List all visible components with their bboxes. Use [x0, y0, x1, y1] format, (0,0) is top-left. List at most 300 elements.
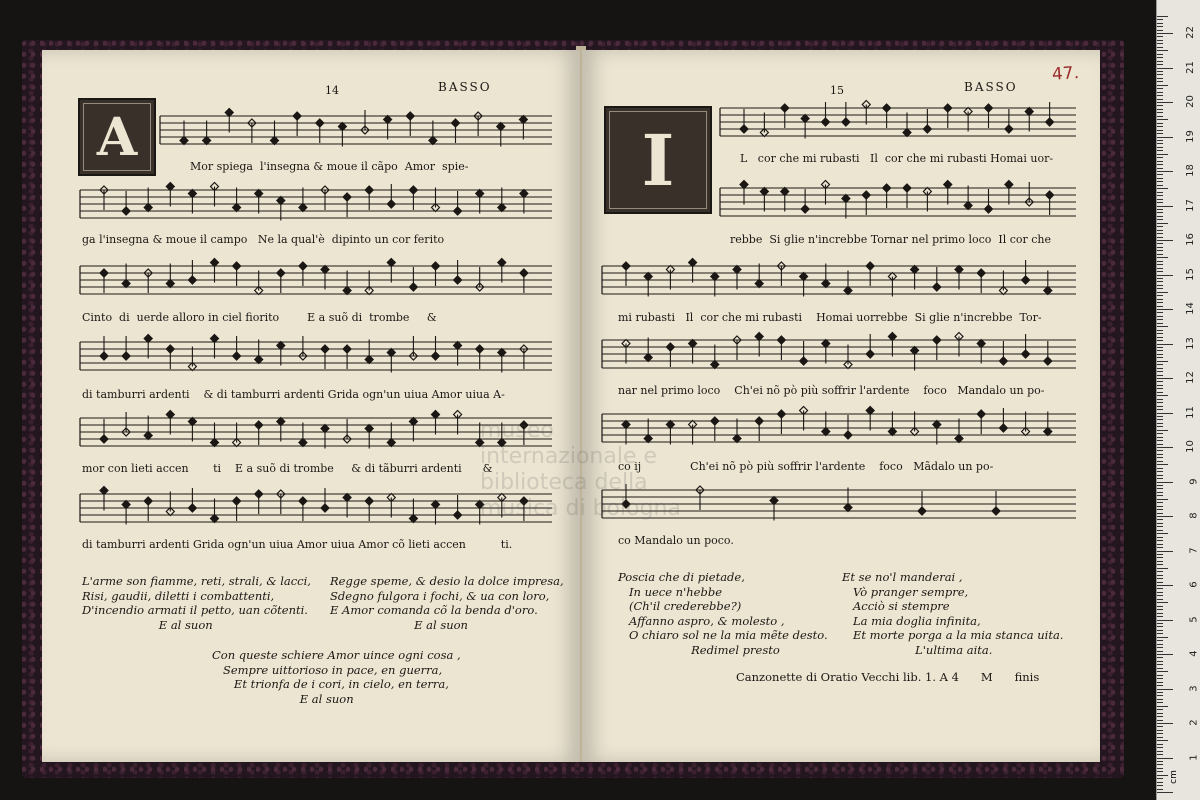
music-note [800, 341, 808, 365]
ruler-label: 17 [1185, 198, 1197, 212]
ruler-tick [1157, 547, 1163, 548]
music-note [666, 343, 674, 367]
lyric-line: Cinto di uerde alloro in ciel fiorito E a suõ di trombe & [82, 311, 437, 324]
ruler-tick [1157, 595, 1163, 596]
ruler-tick [1157, 571, 1163, 572]
ruler-tick [1157, 457, 1163, 458]
ruler-tick [1157, 361, 1168, 362]
ruler-label: 8 [1188, 512, 1200, 519]
music-note [387, 423, 395, 447]
music-note [454, 191, 462, 215]
ruler-tick [1157, 330, 1163, 331]
ruler-tick [1157, 551, 1173, 552]
music-note [432, 411, 440, 435]
music-note [166, 411, 174, 435]
ruler-tick [1157, 423, 1163, 424]
decorated-initial-a: A [78, 98, 156, 176]
ruler-tick [1157, 775, 1168, 776]
ruler-label: 11 [1185, 405, 1197, 419]
ruler-tick [1157, 347, 1163, 348]
verse-stanza: L'arme son fiamme, reti, strali, & lacci, Risi, gaudii, diletti i combattenti, D'incendio armati il petto, uan cõtenti. E al suon [82, 574, 311, 632]
music-note [188, 488, 196, 512]
ruler-tick [1157, 264, 1163, 265]
ruler-tick [1157, 326, 1168, 327]
ruler-tick [1157, 168, 1163, 169]
ruler-tick [1157, 309, 1173, 310]
music-note [1046, 191, 1054, 215]
ruler-tick [1157, 285, 1163, 286]
music-note [520, 190, 528, 214]
music-note [888, 412, 896, 436]
music-note [225, 109, 233, 133]
ruler-tick [1157, 212, 1163, 213]
lyric-line: L cor che mi rubasti Il cor che mi rubasti Homai uor- [740, 152, 1054, 165]
music-note [299, 188, 307, 212]
ruler-tick [1157, 123, 1163, 124]
music-note [211, 183, 219, 207]
ruler-tick [1157, 419, 1163, 420]
ruler-tick [1157, 74, 1163, 75]
music-note [923, 109, 931, 133]
lyric-line: ga l'insegna & moue il campo Ne la qual'è dipinto un cor ferito [82, 233, 445, 246]
music-note [384, 116, 392, 140]
music-note [888, 333, 896, 357]
ruler-tick [1157, 243, 1163, 244]
music-note [409, 499, 417, 523]
music-note [498, 349, 506, 373]
ruler-tick [1157, 464, 1168, 465]
ruler-tick [1157, 378, 1173, 379]
ruler-tick [1157, 337, 1163, 338]
ruler-tick [1157, 143, 1163, 144]
ruler-tick [1157, 171, 1173, 172]
ruler-tick [1157, 354, 1163, 355]
music-note [299, 262, 307, 286]
music-note [1044, 412, 1052, 436]
ruler-tick [1157, 350, 1163, 351]
music-note [844, 345, 852, 369]
ruler-tick [1157, 620, 1173, 621]
ruler-tick [1157, 268, 1163, 269]
music-note [622, 340, 630, 364]
ruler-tick [1157, 371, 1163, 372]
ruler-tick [1157, 81, 1163, 82]
ruler-tick [1157, 392, 1163, 393]
ruler-label: 14 [1185, 302, 1197, 315]
ruler-tick [1157, 540, 1163, 541]
music-note [770, 497, 778, 521]
ruler-tick [1157, 440, 1163, 441]
lyric-line: mor con lieti accen ti E a suõ di trombe & di tãburri ardenti & [82, 462, 493, 475]
ruler-tick [1157, 147, 1163, 148]
ruler-tick [1157, 399, 1163, 400]
music-note [883, 104, 891, 128]
ruler-tick [1157, 523, 1163, 524]
ruler-tick [1157, 95, 1163, 96]
music-note [255, 421, 263, 445]
music-note [343, 193, 351, 217]
ruler-tick [1157, 288, 1163, 289]
music-note [476, 190, 484, 214]
music-note [277, 418, 285, 442]
music-note [277, 269, 285, 293]
music-note [733, 266, 741, 290]
music-note [498, 188, 506, 212]
music-note [211, 335, 219, 359]
music-note [755, 417, 763, 441]
ruler-label: 19 [1185, 129, 1197, 143]
music-note [800, 273, 808, 297]
ruler-tick [1157, 754, 1163, 755]
ruler-tick [1157, 644, 1163, 645]
ruler-tick [1157, 26, 1163, 27]
music-note [955, 333, 963, 357]
music-note [1022, 260, 1030, 284]
music-note [903, 184, 911, 208]
ruler-tick [1157, 47, 1163, 48]
ruler-tick [1157, 319, 1163, 320]
lyric-line: rebbe Si glie n'increbbe Tornar nel primo loco Il cor che [730, 233, 1052, 246]
ruler-tick [1157, 764, 1163, 765]
music-note [911, 347, 919, 371]
music-note [144, 497, 152, 521]
ruler-tick [1157, 778, 1163, 779]
music-note [689, 340, 697, 364]
left-page [42, 50, 580, 762]
music-note [733, 419, 741, 443]
ruler-tick [1157, 195, 1163, 196]
ruler-tick [1157, 364, 1163, 365]
ruler-tick [1157, 609, 1163, 610]
ruler-tick [1157, 275, 1173, 276]
ruler-tick [1157, 226, 1163, 227]
ruler-label: 12 [1185, 371, 1197, 384]
ruler-tick [1157, 206, 1173, 207]
ruler-tick [1157, 582, 1163, 583]
music-note [862, 101, 870, 125]
music-note [1022, 334, 1030, 358]
music-note [711, 345, 719, 369]
music-note [432, 262, 440, 286]
music-note [429, 121, 437, 145]
music-note [343, 494, 351, 518]
ruler-label: 2 [1188, 719, 1200, 726]
ruler-tick [1157, 185, 1163, 186]
music-note [144, 416, 152, 440]
ruler-tick [1157, 57, 1163, 58]
ruler-tick [1157, 126, 1163, 127]
music-note [211, 499, 219, 523]
ruler-tick [1157, 395, 1168, 396]
music-note [166, 183, 174, 207]
ruler-tick [1157, 740, 1168, 741]
ruler-tick [1157, 413, 1173, 414]
ruler-tick [1157, 78, 1163, 79]
ruler-tick [1157, 312, 1163, 313]
ruler-tick [1157, 299, 1163, 300]
ruler-tick [1157, 154, 1168, 155]
ruler-tick [1157, 202, 1163, 203]
ruler-tick [1157, 685, 1163, 686]
music-note [454, 495, 462, 519]
ruler-unit-label: cm [1168, 770, 1179, 784]
ruler-tick [1157, 702, 1163, 703]
music-note [911, 412, 919, 436]
ruler-tick [1157, 216, 1163, 217]
ruler-tick [1157, 119, 1168, 120]
ruler-tick [1157, 723, 1173, 724]
music-note [498, 259, 506, 283]
music-note [800, 407, 808, 431]
ruler-tick [1157, 699, 1163, 700]
music-note [365, 271, 373, 295]
ruler-tick [1157, 357, 1163, 358]
left-page-number: 14 [325, 84, 339, 97]
ruler-label: 6 [1188, 581, 1200, 588]
music-note [144, 188, 152, 212]
music-note [233, 262, 241, 286]
lyric-line: co ij Ch'ei nõ pò più soffrir l'ardente foco Mãdalo un po- [618, 460, 994, 473]
music-note [622, 262, 630, 286]
music-note [844, 488, 852, 512]
colophon: Canzonette di Oratio Vecchi lib. 1. A 4 M finis [736, 670, 1040, 684]
music-note [454, 342, 462, 366]
verse-stanza: Et se no'l manderai , Vò pranger sempre, Acciò si stempre La mia doglia infinita, Et morte porga a la mia stanca uita. L'ultima aita. [842, 570, 1064, 657]
music-note [777, 336, 785, 360]
ruler-tick [1157, 40, 1163, 41]
music-note [801, 189, 809, 213]
ruler-tick [1157, 209, 1163, 210]
music-note [365, 186, 373, 210]
music-note [188, 190, 196, 214]
music-note [271, 121, 279, 145]
ruler-tick [1157, 164, 1163, 165]
ruler-tick [1157, 416, 1163, 417]
ruler-tick [1157, 720, 1163, 721]
music-note [166, 345, 174, 369]
ruler-tick [1157, 388, 1163, 389]
music-note [100, 419, 108, 443]
music-note [343, 271, 351, 295]
music-note [844, 415, 852, 439]
ruler-tick [1157, 271, 1163, 272]
ruler-tick [1157, 409, 1163, 410]
ruler-label: 18 [1185, 164, 1197, 177]
music-note [432, 501, 440, 525]
ruler-tick [1157, 640, 1163, 641]
music-note [122, 191, 130, 215]
music-note [520, 269, 528, 293]
ruler-tick [1157, 36, 1163, 37]
music-note [760, 188, 768, 212]
ruler-tick [1157, 278, 1163, 279]
ruler-label: 15 [1185, 267, 1197, 281]
ruler-tick [1157, 30, 1163, 31]
music-note [933, 421, 941, 445]
measurement-ruler [1156, 0, 1200, 800]
ruler-tick [1157, 261, 1163, 262]
ruler-tick [1157, 88, 1163, 89]
ruler-tick [1157, 526, 1163, 527]
ruler-tick [1157, 92, 1163, 93]
music-note [755, 264, 763, 288]
music-note [293, 112, 301, 136]
ruler-tick [1157, 433, 1163, 434]
ruler-tick [1157, 599, 1163, 600]
music-note [519, 116, 527, 140]
music-note [964, 186, 972, 210]
ruler-tick [1157, 402, 1163, 403]
ruler-tick [1157, 430, 1168, 431]
music-note [866, 334, 874, 358]
ruler-label: 16 [1185, 233, 1197, 246]
music-note [923, 188, 931, 212]
music-note [822, 264, 830, 288]
ruler-tick [1157, 23, 1163, 24]
ruler-tick [1157, 785, 1163, 786]
ruler-tick [1157, 651, 1163, 652]
ruler-tick [1157, 513, 1163, 514]
music-note [321, 425, 329, 449]
music-note [944, 104, 952, 128]
ruler-tick [1157, 188, 1168, 189]
ruler-tick [1157, 682, 1163, 683]
music-note [666, 266, 674, 290]
decorated-initial-i: I [604, 106, 712, 214]
music-note [321, 266, 329, 290]
ruler-tick [1157, 602, 1168, 603]
music-note [144, 335, 152, 359]
ruler-tick [1157, 495, 1163, 496]
music-note [100, 269, 108, 293]
ruler-tick [1157, 626, 1163, 627]
ruler-label: 1 [1188, 753, 1200, 761]
ruler-tick [1157, 19, 1163, 20]
ruler-tick [1157, 150, 1163, 151]
ruler-tick [1157, 223, 1168, 224]
music-note [644, 273, 652, 297]
music-note [211, 259, 219, 283]
music-note [1022, 412, 1030, 436]
ruler-tick [1157, 502, 1163, 503]
ruler-tick [1157, 585, 1173, 586]
ruler-label: 7 [1188, 546, 1200, 554]
ruler-tick [1157, 368, 1163, 369]
music-note [233, 423, 241, 447]
ruler-tick [1157, 671, 1168, 672]
ruler-tick [1157, 630, 1163, 631]
music-note [188, 260, 196, 284]
ruler-tick [1157, 199, 1163, 200]
ruler-tick [1157, 475, 1163, 476]
folio-number: 47. [1051, 63, 1080, 85]
music-note [255, 190, 263, 214]
ruler-tick [1157, 230, 1163, 231]
music-note [740, 181, 748, 205]
music-note [888, 273, 896, 297]
music-note [1044, 271, 1052, 295]
music-note [842, 195, 850, 219]
ruler-tick [1157, 647, 1163, 648]
ruler-tick [1157, 250, 1163, 251]
ruler-tick [1157, 130, 1163, 131]
music-note [432, 188, 440, 212]
ruler-tick [1157, 654, 1173, 655]
music-note [387, 184, 395, 208]
ruler-tick [1157, 257, 1168, 258]
ruler-tick [1157, 730, 1163, 731]
ruler-tick [1157, 606, 1163, 607]
ruler-tick [1157, 588, 1163, 589]
ruler-tick [1157, 133, 1163, 134]
ruler-tick [1157, 578, 1163, 579]
music-note [316, 119, 324, 143]
lyric-line: mi rubasti Il cor che mi rubasti Homai uorrebbe Si glie n'increbbe Tor- [618, 311, 1042, 324]
ruler-tick [1157, 761, 1163, 762]
music-note [866, 262, 874, 286]
ruler-tick [1157, 695, 1163, 696]
music-note [944, 181, 952, 205]
music-note [406, 112, 414, 136]
music-note [365, 425, 373, 449]
music-note [454, 411, 462, 435]
music-note [977, 269, 985, 293]
music-note [166, 264, 174, 288]
ruler-tick [1157, 302, 1163, 303]
ruler-tick [1157, 64, 1163, 65]
music-note [497, 123, 505, 147]
music-note [689, 259, 697, 283]
ruler-tick [1157, 140, 1163, 141]
music-note [822, 412, 830, 436]
ruler-tick [1157, 33, 1173, 34]
ruler-tick [1157, 247, 1163, 248]
music-note [1005, 109, 1013, 133]
ruler-tick [1157, 613, 1163, 614]
music-note [233, 336, 241, 360]
ruler-tick [1157, 461, 1163, 462]
ruler-tick [1157, 233, 1163, 234]
ruler-tick [1157, 16, 1168, 17]
ruler-tick [1157, 109, 1163, 110]
music-note [277, 197, 285, 221]
ruler-tick [1157, 544, 1163, 545]
ruler-tick [1157, 557, 1163, 558]
ruler-tick [1157, 706, 1168, 707]
music-note [233, 497, 241, 521]
ruler-tick [1157, 726, 1163, 727]
music-note [862, 191, 870, 215]
music-note [454, 260, 462, 284]
ruler-tick [1157, 447, 1173, 448]
ruler-tick [1157, 492, 1163, 493]
ruler-tick [1157, 678, 1163, 679]
music-note [711, 417, 719, 441]
ruler-tick [1157, 575, 1163, 576]
ruler-tick [1157, 137, 1173, 138]
music-note [365, 497, 373, 521]
ruler-tick [1157, 61, 1163, 62]
ruler-tick [1157, 454, 1163, 455]
music-note [409, 186, 417, 210]
ruler-tick [1157, 450, 1163, 451]
music-note [883, 184, 891, 208]
music-note [180, 121, 188, 145]
lyric-line: Mor spiega l'insegna & moue il cãpo Amor spie- [190, 160, 469, 173]
ruler-label: 3 [1188, 684, 1200, 692]
ruler-tick [1157, 509, 1163, 510]
music-note [100, 336, 108, 360]
